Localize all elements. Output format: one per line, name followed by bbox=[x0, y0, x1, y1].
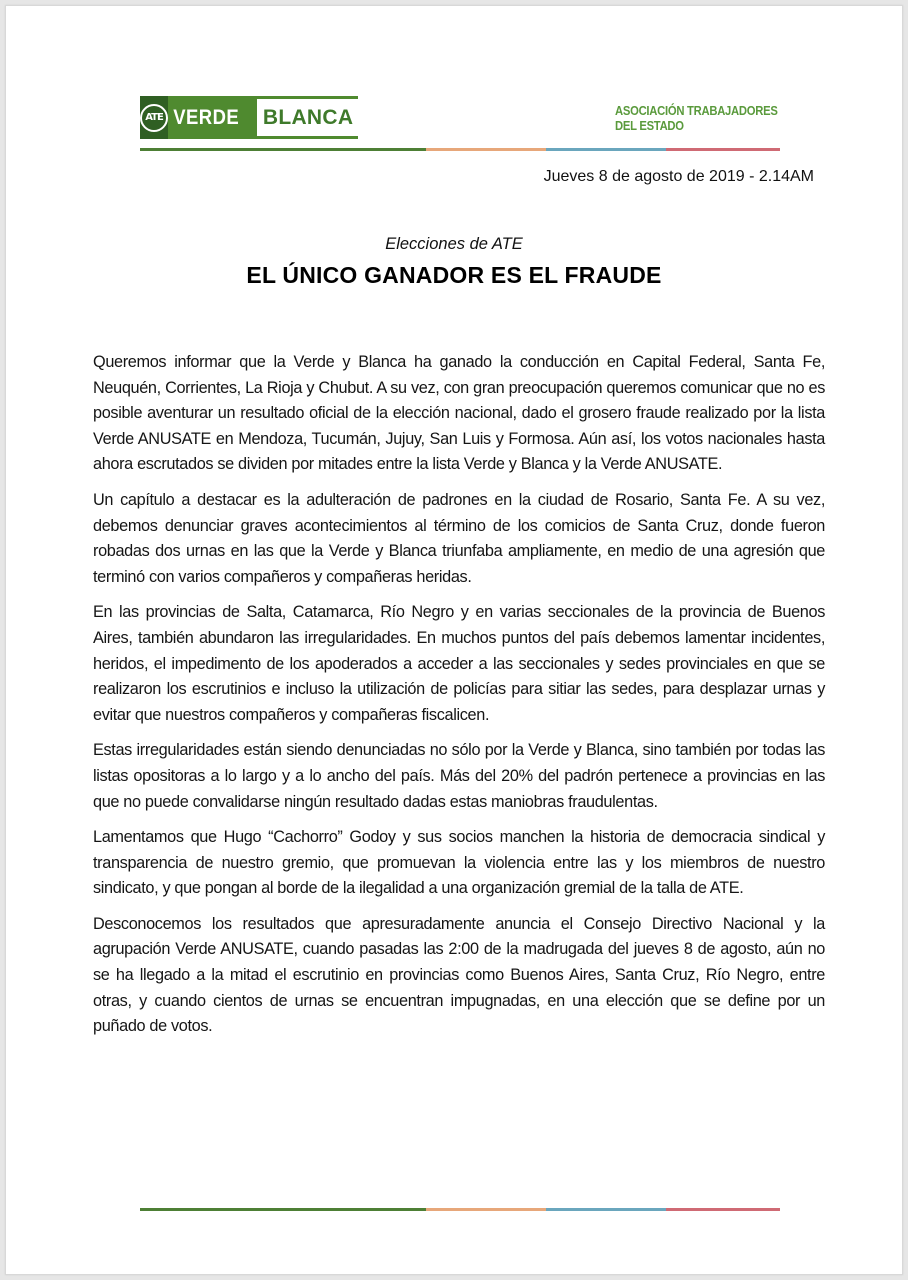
footer-color-rule bbox=[140, 1208, 780, 1211]
organization-line-2: DEL ESTADO bbox=[615, 119, 684, 133]
header-color-rule bbox=[140, 148, 780, 151]
logo-blanca-wrap bbox=[257, 96, 362, 139]
rule-segment-blue bbox=[546, 148, 666, 151]
organization-name bbox=[615, 104, 796, 134]
publication-date: Jueves 8 de agosto de 2019 - 2.14AM bbox=[543, 168, 814, 185]
organization-line-1: ASOCIACIÓN TRABAJADORES bbox=[615, 104, 778, 118]
rule-segment-green bbox=[140, 148, 426, 151]
paragraph: En las provincias de Salta, Catamarca, Río Negro y en varias seccionales de la provincia de Buenos Aires, también abundaron las irregularidades. En muchos puntos del país debemos lamentar incidentes, heridos, el impedimento de los apoderados a acceder a las seccionales y sedes provinciales en que se realizaron los escrutinios e incluso la utilización de policías para sitiar las sedes, para desplazar urnas y evitar que nuestros compañeros y compañeras fiscalicen. bbox=[93, 603, 825, 724]
rule-segment-blue bbox=[546, 1208, 666, 1211]
paragraph: Lamentamos que Hugo “Cachorro” Godoy y sus socios manchen la historia de democracia sindical y transparencia de nuestro gremio, que promuevan la violencia entre las y los miembros de nuestro sindicato, y que pongan al borde de la ilegalidad a una organización gremial de la talla de ATE. bbox=[93, 828, 825, 898]
verde-blanca-logo bbox=[140, 96, 358, 139]
paragraph: Un capítulo a destacar es la adulteración de padrones en la ciudad de Rosario, Santa Fe. A su vez, debemos denunciar graves acontecimientos al término de los comicios de Santa Cruz, donde fueron robadas dos urnas en las que la Verde y Blanca triunfaba ampliamente, en medio de una agresión que terminó con varios compañeros y compañeras heridas. bbox=[93, 490, 825, 586]
body-text bbox=[93, 350, 825, 1050]
document-page bbox=[5, 5, 903, 1275]
paragraph: Desconocemos los resultados que apresuradamente anuncia el Consejo Directivo Nacional y la agrupación Verde ANUSATE, cuando pasadas las 2:00 de la madrugada del jueves 8 de agosto, aún no se ha llegado a la mitad el escrutinio en provincias como Buenos Aires, Santa Cruz, Río Negro, entre otras, y cuando cientos de urnas se encuentran impugnadas, en una elección que se define por un puñado de votos. bbox=[93, 914, 825, 1036]
rule-segment-green bbox=[140, 1208, 426, 1211]
ate-seal-box bbox=[140, 96, 168, 139]
paragraph: Queremos informar que la Verde y Blanca ha ganado la conducción en Capital Federal, Santa Fe, Neuquén, Corrientes, La Rioja y Chubut. A su vez, con gran preocupación queremos comunicar que no es posible aventurar un resultado oficial de la elección nacional, dado el grosero fraude realizado por la lista Verde ANUSATE en Mendoza, Tucumán, Jujuy, San Luis y Formosa. Aún así, los votos nacionales hasta ahora escrutados se dividen por mitades entre la lista Verde y Blanca y la Verde ANUSATE. bbox=[93, 353, 825, 474]
rule-segment-orange bbox=[426, 148, 546, 151]
paragraph: Estas irregularidades están siendo denunciadas no sólo por la Verde y Blanca, sino también por todas las listas opositoras a lo largo y a lo ancho del país. Más del 20% del padrón pertenece a provincias en las que no puede convalidarse ningún resultado dadas estas maniobras fraudulentas. bbox=[93, 741, 825, 811]
ate-seal-icon: ATE bbox=[140, 104, 168, 132]
rule-segment-red bbox=[666, 148, 780, 151]
kicker: Elecciones de ATE bbox=[385, 235, 523, 253]
headline: EL ÚNICO GANADOR ES EL FRAUDE bbox=[246, 262, 662, 288]
logo-word-blanca: BLANCA bbox=[257, 99, 359, 136]
rule-segment-red bbox=[666, 1208, 780, 1211]
rule-segment-orange bbox=[426, 1208, 546, 1211]
logo-word-verde: VERDE bbox=[173, 105, 240, 129]
